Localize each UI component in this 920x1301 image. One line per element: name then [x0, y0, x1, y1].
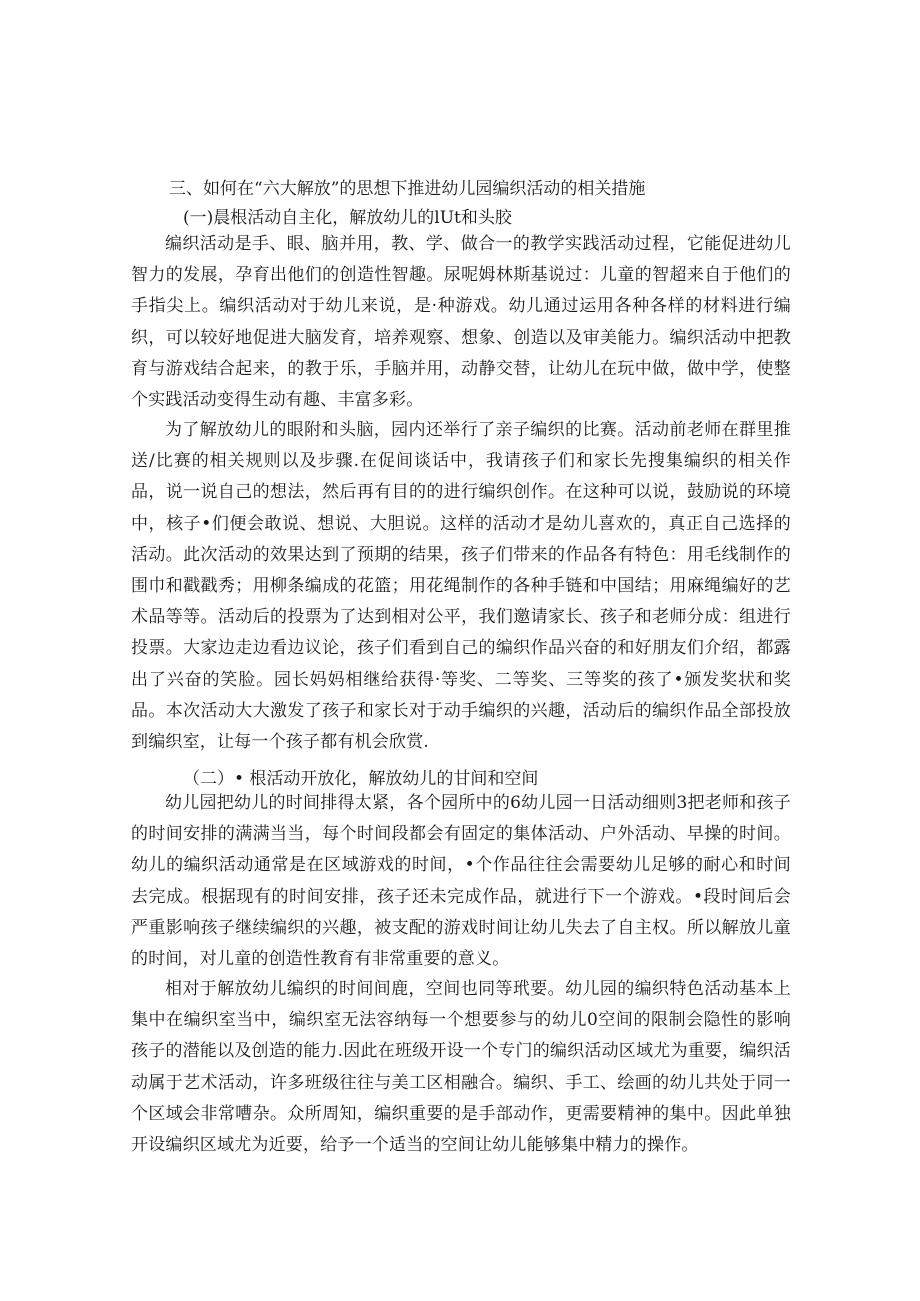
paragraph: 为了解放幼儿的眼附和头脑，园内还举行了亲子编织的比赛。活动前老师在群里推送/比赛的相关规则以及步骤.在促间谈话中，我请孩子们和家长先搜集编织的相关作品，说一说自己的想法，然后再有目的的进行编织创作。在这种可以说，鼓励说的环境中，核子•们便会敢说、想说、大胆说。这样的活动才是幼儿喜欢的，真正自己选择的活动。此次活动的效果达到了预期的结果，孩子们带来的作品各有特色：用毛线制作的围巾和戳戳秀；用柳条编成的花篮；用花绳制作的各种手链和中国结；用麻绳编好的艺术品等等。活动后的投票为了达到相对公平，我们邀请家长、孩子和老师分成：组进行投票。大家边走边看边议论，孩子们看到自己的编织作品兴奋的和好朋友们介绍，都露出了兴奋的笑脸。园长妈妈相继给获得·等奖、二等奖、三等奖的孩了•颁发奖状和奖品。本次活动大大激发了孩子和家长对于动手编织的兴趣，活动后的编织作品全部投放到编织室，让每一个孩子都有机会欣赏.: [131, 420, 791, 753]
paragraph: 相对于解放幼儿编织的时间间鹿，空间也同等玳要。幼儿园的编织特色活动基本上集中在编织室当中，编织室无法容纳每一个想要参与的幼儿0空间的限制会隐性的影响孩子的潜能以及创造的能力.因此在班级开设一个专门的编织活动区域尤为重要，编织活动属于艺术活动，许多班级往往与美工区相融合。编织、手工、绘画的幼儿共处于同一个区域会非常嘈杂。众所周知，编织重要的是手部动作，更需要精神的集中。因此单独开设编织区域尤为近要，给予一个适当的空间让幼儿能够集中精力的操作。: [131, 979, 791, 1156]
subsection-heading-1: (一)晨根活动自主化，解放幼儿的lUt和头胶: [183, 208, 512, 228]
paragraph: 编织活动是手、眼、脑并用，教、学、做合一的教学实践活动过程，它能促进幼儿智力的发展，孕育出他们的创造性智趣。尿呢姆林斯基说过：儿童的智超来自于他们的手指尖上。编织活动对于幼儿来说，是·种游戏。幼儿通过运用各种各样的材料进行编织，可以较好地促进大脑发育，培养观察、想象、创造以及审美能力。编织活动中把教育与游戏结合起来，的教于乐，手脑并用，动静交替，让幼儿在玩中做，做中学，使整个实践活动变得生动有趣、丰富多彩。: [131, 234, 791, 411]
subsection-heading-2: （二）• 根活动开放化，解放幼儿的甘间和空间: [183, 769, 539, 789]
paragraph: 幼儿园把幼儿的时间排得太紧，各个园所中的6幼儿园一日活动细则3把老师和孩子的时间安排的满满当当，每个时间段都会有固定的集体活动、户外活动、早操的时间。幼儿的编织活动通常是在区域游戏的时间，•个作品往往会需要幼儿足够的耐心和时间去完成。根据现有的时间安排，孩子还未完成作品，就进行下一个游戏。•段时间后会严重影响孩子继续编织的兴趣，被支配的游戏时间让幼儿失去了自主权。所以解放儿童的时间，对儿童的创造性教育有非常重要的意义。: [131, 793, 791, 970]
section-heading: 三、如何在“六大解放”的思想下推进幼儿园编织活动的相关措施: [169, 179, 646, 199]
